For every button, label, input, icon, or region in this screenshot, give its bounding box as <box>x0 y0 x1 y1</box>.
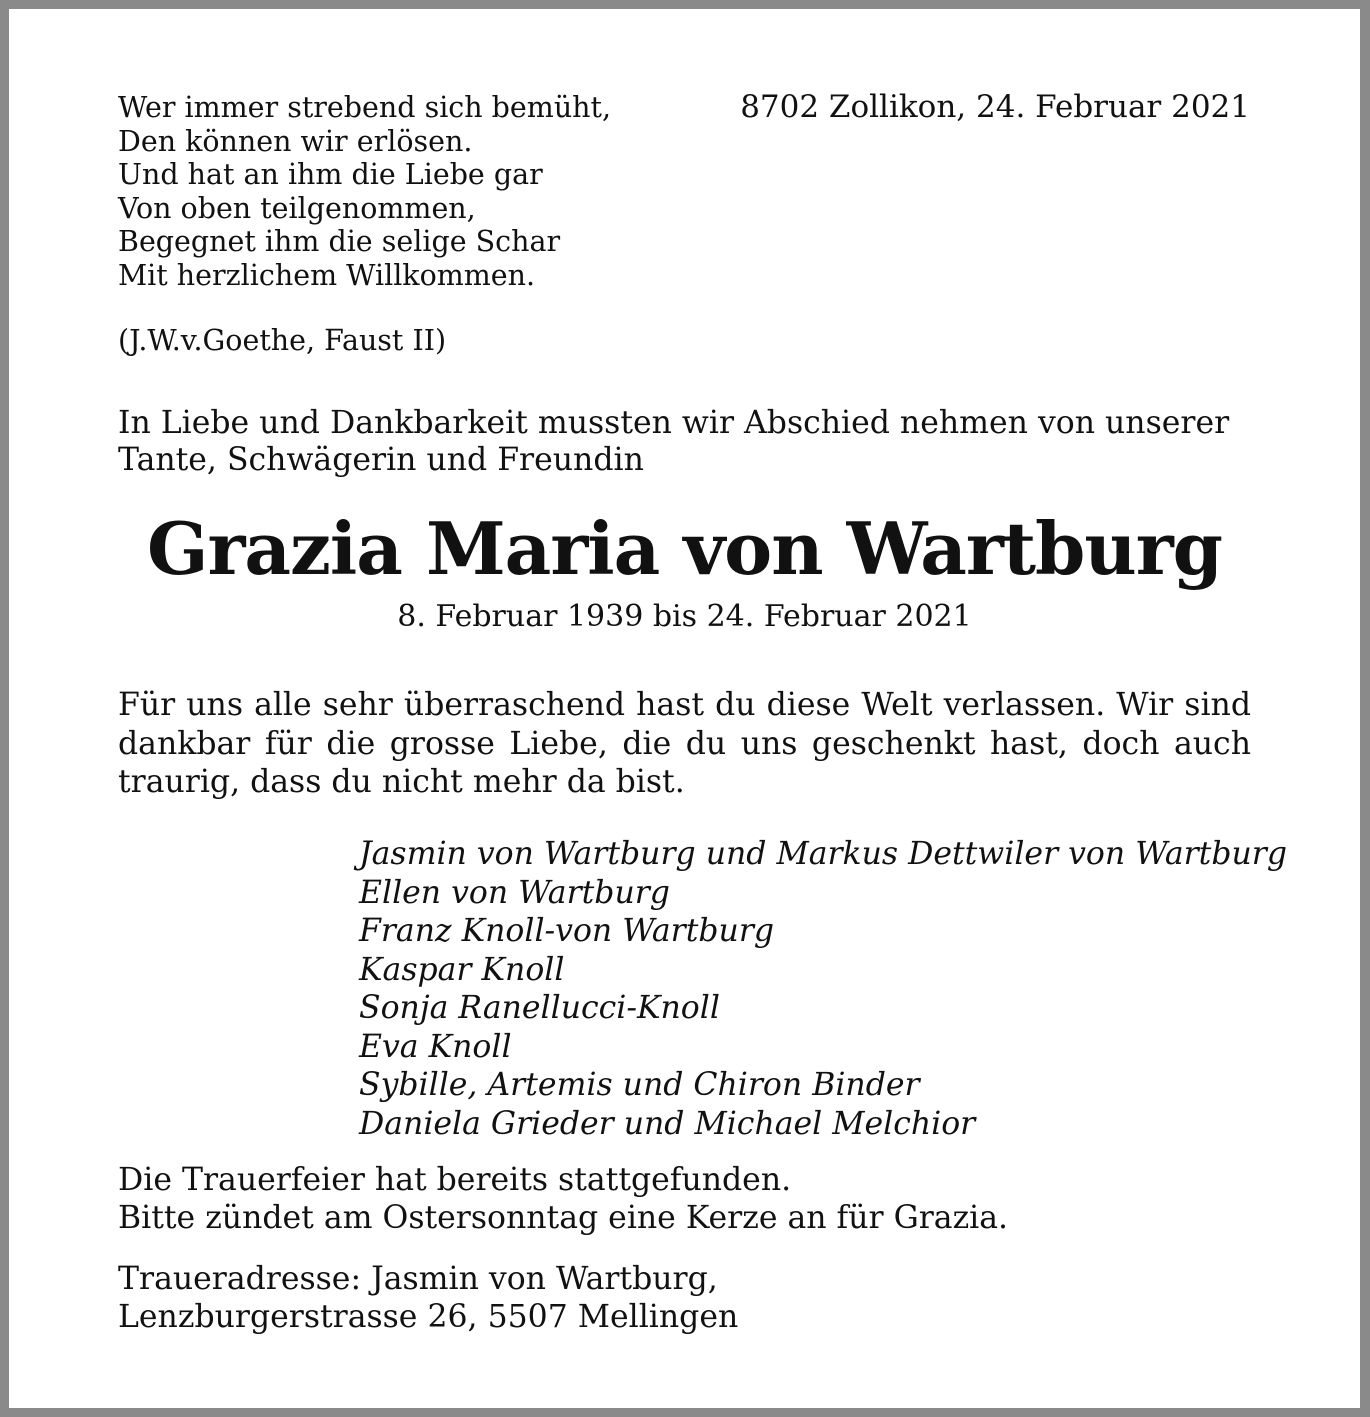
mourners-list <box>359 835 1288 1143</box>
poem-line: Und hat an ihm die Liebe gar <box>118 158 543 192</box>
lifespan: 8. Februar 1939 bis 24. Februar 2021 <box>397 599 972 634</box>
mourner-name: Sybille, Artemis und Chiron Binder <box>359 1067 920 1103</box>
deceased-name: Grazia Maria von Wartburg <box>146 506 1223 591</box>
mourner-name: Kaspar Knoll <box>359 951 565 988</box>
poem <box>118 91 678 293</box>
intro-text: In Liebe und Dankbarkeit mussten wir Abschied nehmen von unserer Tante, Schwägerin und Freundin <box>118 405 1230 478</box>
obituary-notice <box>9 9 1360 1408</box>
mourner-name: Franz Knoll-von Wartburg <box>359 913 775 949</box>
poem-line: Von oben teilgenommen, <box>118 191 476 225</box>
mourner-name: Ellen von Wartburg <box>359 874 670 911</box>
mourner-name: Sonja Ranellucci-Knoll <box>359 990 720 1026</box>
ceremony-note <box>118 1162 1251 1237</box>
poem-line: Begegnet ihm die selige Schar <box>118 225 561 259</box>
mourner-name: Jasmin von Wartburg und Markus Dettwiler von Wartburg <box>359 836 1288 872</box>
address-line: Lenzburgerstrasse 26, 5507 Mellingen <box>118 1299 739 1335</box>
poem-line: Wer immer strebend sich bemüht, <box>118 91 612 124</box>
poem-citation: (J.W.v.Goethe, Faust II) <box>118 324 447 357</box>
poem-line: Mit herzlichem Willkommen. <box>118 258 536 292</box>
mourner-name: Eva Knoll <box>359 1028 512 1065</box>
ceremony-line: Die Trauerfeier hat bereits stattgefunden. <box>118 1162 792 1198</box>
message-text: Für uns alle sehr überraschend hast du diese Welt verlassen. Wir sind dankbar für die grosse Liebe, die du uns geschenkt hast, doch auch traurig, dass du nicht mehr da bist. <box>118 687 1251 800</box>
mourning-address <box>118 1260 1251 1336</box>
address-line: Traueradresse: Jasmin von Wartburg, <box>118 1261 718 1297</box>
ceremony-line: Bitte zündet am Ostersonntag eine Kerze an für Grazia. <box>118 1199 1009 1236</box>
poem-line: Den können wir erlösen. <box>118 124 473 158</box>
mourner-name: Daniela Grieder und Michael Melchior <box>359 1105 976 1142</box>
place-date: 8702 Zollikon, 24. Februar 2021 <box>740 89 1250 125</box>
